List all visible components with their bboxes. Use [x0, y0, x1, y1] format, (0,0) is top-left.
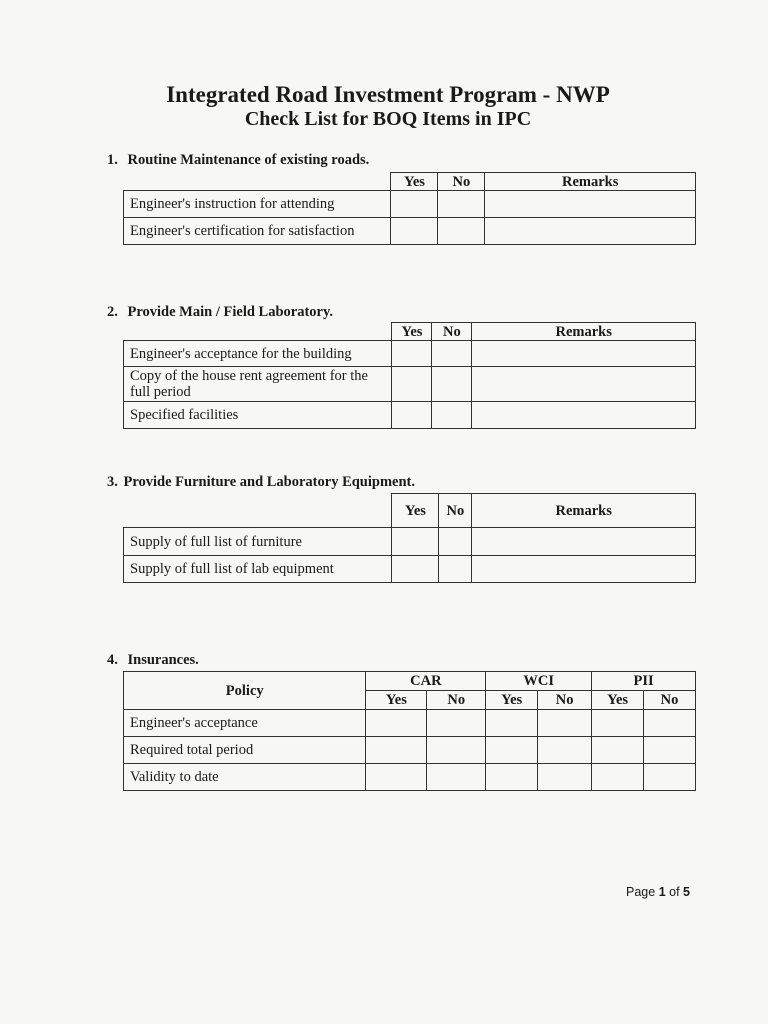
car-yes-header: Yes — [366, 691, 427, 710]
pii-no-cell[interactable] — [644, 764, 696, 791]
table-header-row — [124, 173, 696, 191]
page-total: 5 — [683, 885, 690, 899]
table-row — [124, 367, 696, 402]
table-header-row — [124, 494, 696, 528]
page-current: 1 — [658, 885, 666, 899]
section-title: Insurances. — [127, 652, 199, 668]
table-row — [124, 556, 696, 583]
table-row — [124, 191, 696, 218]
table-row — [124, 341, 696, 367]
pii-no-cell[interactable] — [644, 710, 696, 737]
pii-yes-cell[interactable] — [592, 710, 644, 737]
car-yes-cell[interactable] — [366, 710, 427, 737]
yes-cell[interactable] — [392, 402, 432, 429]
table-row — [124, 710, 696, 737]
table-row — [124, 528, 696, 556]
section-2-heading — [107, 304, 333, 321]
section-3-heading — [107, 474, 415, 491]
car-yes-cell[interactable] — [366, 737, 427, 764]
section-4-table — [123, 671, 696, 791]
wci-yes-header: Yes — [486, 691, 538, 710]
section-4-heading — [107, 652, 199, 669]
no-cell[interactable] — [439, 556, 472, 583]
wci-header: WCI — [486, 672, 592, 691]
remarks-cell[interactable] — [485, 218, 696, 245]
table-row — [124, 402, 696, 429]
pii-yes-header: Yes — [592, 691, 644, 710]
row-label: Engineer's acceptance — [124, 710, 366, 737]
pii-yes-cell[interactable] — [592, 737, 644, 764]
wci-yes-cell[interactable] — [486, 764, 538, 791]
document-title: Integrated Road Investment Program - NWP — [166, 82, 610, 107]
section-1-heading — [107, 152, 369, 169]
row-label-line-2: full period — [130, 384, 191, 400]
yes-cell[interactable] — [392, 341, 432, 367]
no-cell[interactable] — [432, 341, 472, 367]
section-title: Provide Main / Field Laboratory. — [127, 304, 334, 320]
row-label: Engineer's certification for satisfaction — [124, 218, 391, 245]
yes-cell[interactable] — [391, 191, 438, 218]
remarks-header: Remarks — [472, 494, 696, 528]
row-label: Supply of full list of furniture — [124, 528, 392, 556]
wci-no-cell[interactable] — [538, 710, 592, 737]
section-title: Provide Furniture and Laboratory Equipment. — [123, 474, 416, 490]
table-row — [124, 764, 696, 791]
pii-yes-cell[interactable] — [592, 764, 644, 791]
yes-cell[interactable] — [392, 556, 439, 583]
blank-cell — [124, 494, 392, 528]
remarks-cell[interactable] — [472, 367, 696, 402]
row-label: Engineer's instruction for attending — [124, 191, 391, 218]
section-number: 4. — [107, 652, 118, 668]
car-no-cell[interactable] — [427, 737, 486, 764]
section-2-table — [123, 322, 696, 429]
section-number: 2. — [107, 304, 118, 320]
table-row — [124, 218, 696, 245]
section-number: 3. — [107, 474, 118, 490]
yes-header: Yes — [392, 494, 439, 528]
row-label: Validity to date — [124, 764, 366, 791]
no-cell[interactable] — [432, 402, 472, 429]
yes-cell[interactable] — [391, 218, 438, 245]
section-title: Routine Maintenance of existing roads. — [127, 152, 370, 168]
no-cell[interactable] — [438, 191, 485, 218]
remarks-header: Remarks — [472, 323, 696, 341]
page-of: of — [669, 885, 680, 899]
no-header: No — [438, 173, 485, 191]
table-header-row — [124, 672, 696, 691]
no-cell[interactable] — [432, 367, 472, 402]
section-3-table — [123, 493, 696, 583]
yes-cell[interactable] — [392, 367, 432, 402]
wci-no-cell[interactable] — [538, 737, 592, 764]
yes-header: Yes — [391, 173, 438, 191]
blank-cell — [124, 323, 392, 341]
wci-no-cell[interactable] — [538, 764, 592, 791]
row-label — [124, 367, 392, 402]
car-no-cell[interactable] — [427, 764, 486, 791]
blank-cell — [124, 173, 391, 191]
section-1-table — [123, 172, 696, 245]
car-yes-cell[interactable] — [366, 764, 427, 791]
pii-header: PII — [592, 672, 696, 691]
yes-cell[interactable] — [392, 528, 439, 556]
policy-header: Policy — [124, 672, 366, 710]
table-header-row — [124, 323, 696, 341]
pii-no-cell[interactable] — [644, 737, 696, 764]
row-label: Supply of full list of lab equipment — [124, 556, 392, 583]
table-row — [124, 737, 696, 764]
wci-no-header: No — [538, 691, 592, 710]
row-label: Engineer's acceptance for the building — [124, 341, 392, 367]
page-number — [626, 885, 690, 899]
car-no-cell[interactable] — [427, 710, 486, 737]
no-header: No — [432, 323, 472, 341]
yes-header: Yes — [392, 323, 432, 341]
page-prefix: Page — [626, 885, 656, 899]
car-header: CAR — [366, 672, 486, 691]
pii-no-header: No — [644, 691, 696, 710]
no-cell[interactable] — [438, 218, 485, 245]
row-label: Required total period — [124, 737, 366, 764]
remarks-cell[interactable] — [472, 402, 696, 429]
remarks-cell[interactable] — [485, 191, 696, 218]
remarks-cell[interactable] — [472, 341, 696, 367]
wci-yes-cell[interactable] — [486, 710, 538, 737]
document-subtitle: Check List for BOQ Items in IPC — [244, 108, 532, 130]
row-label: Specified facilities — [124, 402, 392, 429]
row-label-line-1: Copy of the house rent agreement for the — [130, 368, 368, 384]
section-number: 1. — [107, 152, 118, 168]
wci-yes-cell[interactable] — [486, 737, 538, 764]
no-cell[interactable] — [439, 528, 472, 556]
car-no-header: No — [427, 691, 486, 710]
no-header: No — [439, 494, 472, 528]
remarks-cell[interactable] — [472, 556, 696, 583]
remarks-header: Remarks — [485, 173, 696, 191]
remarks-cell[interactable] — [472, 528, 696, 556]
